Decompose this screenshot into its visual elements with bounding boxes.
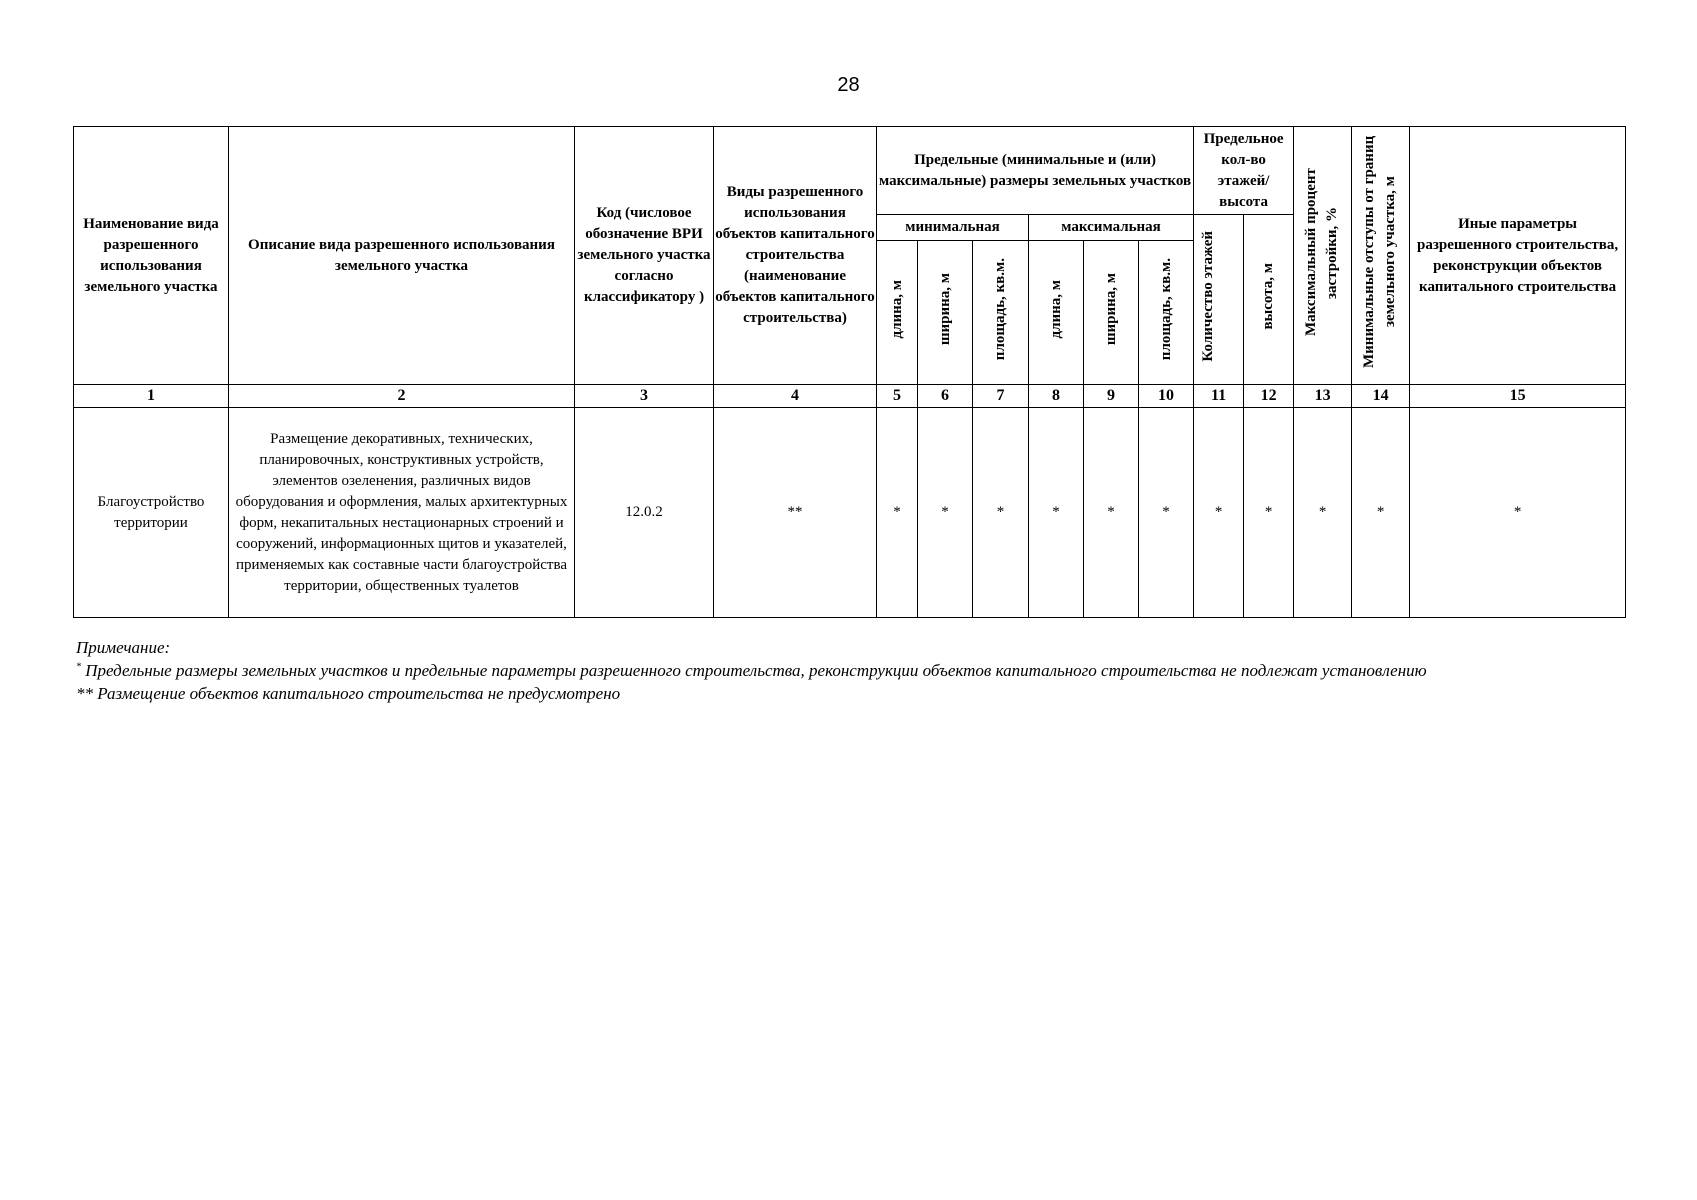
header-max-length-label: длина, м [1047, 279, 1064, 339]
column-number: 10 [1139, 385, 1194, 408]
header-setback [1352, 127, 1410, 385]
header-floors-group: Предельное кол-во этажей/ высота [1194, 127, 1294, 215]
column-number: 1 [74, 385, 229, 408]
note-1-mark: * [76, 661, 81, 673]
cell-description: Размещение декоративных, технических, планировочных, конструктивных устройств, элементов озеленения, различных видов оборудования и оформления, малых архитектурных форм, некапитальных нестационарных строений и сооружений, информационных щитов и указателей, применяемых как составные части благоустройства территории, общественных туалетов [229, 408, 575, 618]
header-coverage [1294, 127, 1352, 385]
header-min-length-label: длина, м [888, 279, 905, 339]
header-max-area [1139, 241, 1194, 385]
column-number-row [74, 385, 1626, 408]
column-number: 3 [575, 385, 714, 408]
column-number: 14 [1352, 385, 1410, 408]
header-floors [1194, 215, 1244, 385]
column-number: 13 [1294, 385, 1352, 408]
cell-oks-types: ** [714, 408, 877, 618]
header-other: Иные параметры разрешенного строительства, реконструкции объектов капитального строительства [1410, 127, 1626, 385]
cell-value: * [1029, 408, 1084, 618]
header-limits-group: Предельные (минимальные и (или) максимальные) размеры земельных участков [877, 127, 1194, 215]
header-height [1244, 215, 1294, 385]
header-coverage-label: Максимальный процент застройки, % [1302, 168, 1340, 336]
header-max-width-label: ширина, м [1102, 272, 1119, 346]
notes-title: Примечание: [76, 638, 171, 657]
header-max: максимальная [1029, 215, 1194, 241]
header-min-width [918, 241, 973, 385]
header-code: Код (числовое обозначение ВРИ земельного участка согласно классификатору ) [575, 127, 714, 385]
column-number: 12 [1244, 385, 1294, 408]
header-description: Описание вида разрешенного использования земельного участка [229, 127, 575, 385]
column-number: 2 [229, 385, 575, 408]
column-number: 5 [877, 385, 918, 408]
header-oks-types: Виды разрешенного использования объектов капитального строительства (наименование объектов капитального строительства) [714, 127, 877, 385]
cell-value: * [1294, 408, 1352, 618]
header-max-width [1084, 241, 1139, 385]
cell-value: * [877, 408, 918, 618]
header-max-length [1029, 241, 1084, 385]
header-name: Наименование вида разрешенного использования земельного участка [74, 127, 229, 385]
cell-name: Благоустройство территории [74, 408, 229, 618]
cell-value: * [918, 408, 973, 618]
column-number: 4 [714, 385, 877, 408]
column-number: 6 [918, 385, 973, 408]
page-number: 28 [837, 74, 860, 96]
header-min: минимальная [877, 215, 1029, 241]
cell-value: * [1084, 408, 1139, 618]
note-1-text: Предельные размеры земельных участков и предельные параметры разрешенного строительства, реконструкции объектов капитального строительства не подлежат установлению [81, 661, 1427, 680]
header-setback-label: Минимальные отступы от границ земельного участка, м [1360, 135, 1398, 369]
cell-value: * [1410, 408, 1626, 618]
column-number: 7 [973, 385, 1029, 408]
header-max-area-label: площадь, кв.м. [1157, 257, 1174, 361]
notes-block [76, 636, 1620, 705]
zoning-table [73, 126, 1626, 618]
cell-code: 12.0.2 [575, 408, 714, 618]
header-min-width-label: ширина, м [936, 272, 953, 346]
header-floors-label: Количество этажей [1199, 230, 1216, 362]
table-row [74, 408, 1626, 618]
note-1 [76, 659, 1620, 682]
column-number: 8 [1029, 385, 1084, 408]
column-number: 15 [1410, 385, 1626, 408]
note-2: ** Размещение объектов капитального строительства не предусмотрено [76, 684, 621, 703]
cell-value: * [973, 408, 1029, 618]
column-number: 9 [1084, 385, 1139, 408]
header-min-area-label: площадь, кв.м. [992, 257, 1008, 361]
cell-value: * [1139, 408, 1194, 618]
header-min-length [877, 241, 918, 385]
header-height-label: высота, м [1260, 262, 1277, 330]
cell-value: * [1194, 408, 1244, 618]
column-number: 11 [1194, 385, 1244, 408]
cell-value: * [1244, 408, 1294, 618]
cell-value: * [1352, 408, 1410, 618]
header-min-area [973, 241, 1029, 385]
